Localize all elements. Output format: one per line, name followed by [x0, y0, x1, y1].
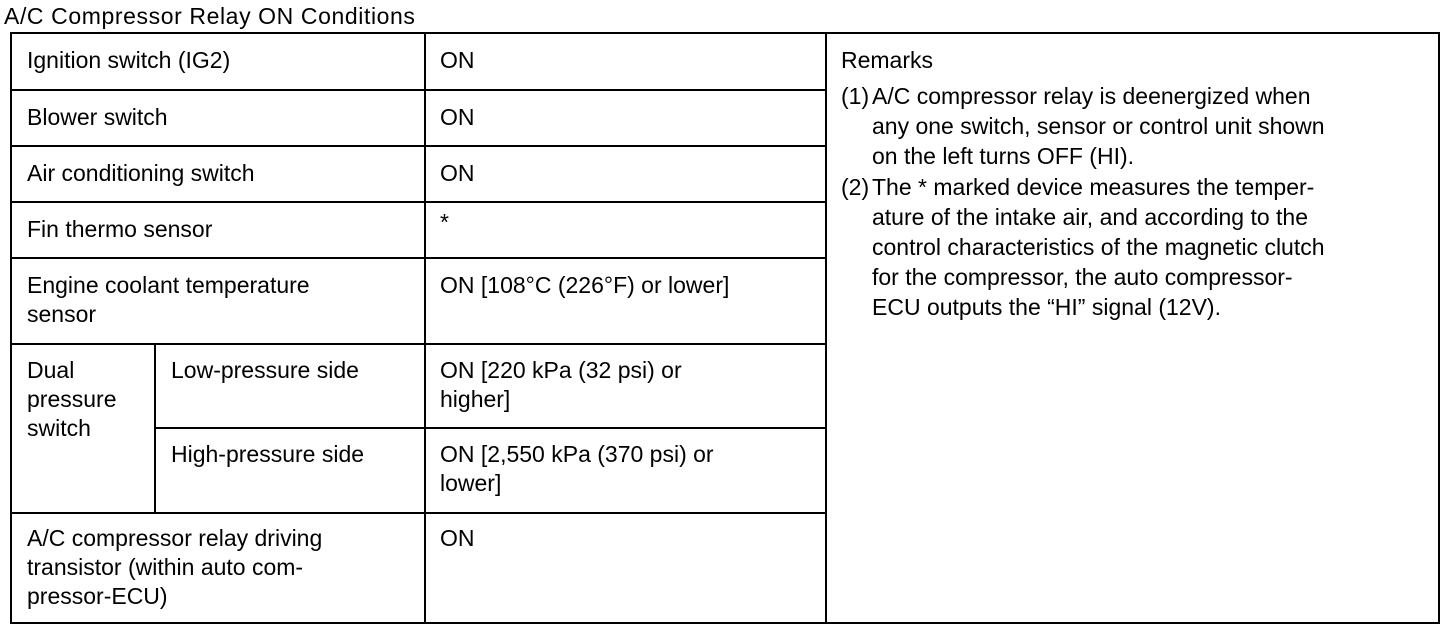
row-divider	[154, 427, 826, 429]
row-divider	[10, 89, 826, 91]
condition-value: ON	[440, 47, 475, 73]
remark-number: (2)	[841, 174, 870, 200]
remark-number: (1)	[841, 83, 870, 109]
condition-item-line: Engine coolant temperature	[27, 272, 310, 298]
dual-label-line: Dual	[27, 357, 75, 383]
remark-line: ature of the intake air, and according to the	[872, 204, 1309, 230]
remark-line: any one switch, sensor or control unit shown	[872, 113, 1325, 139]
row-divider	[10, 201, 826, 203]
remark-line: for the compressor, the auto compressor-	[872, 264, 1293, 290]
condition-value: *	[440, 209, 449, 235]
high-pressure-value-line: ON [2,550 kPa (370 psi) or	[440, 441, 714, 467]
row-divider	[10, 145, 826, 147]
condition-item: Ignition switch (IG2)	[27, 47, 231, 73]
remark-line: ECU outputs the “HI” signal (12V).	[872, 294, 1221, 320]
condition-value: ON	[440, 525, 475, 551]
condition-item-line: A/C compressor relay driving	[27, 525, 323, 551]
condition-item-line: transistor (within auto com-	[27, 554, 304, 580]
condition-item: Fin thermo sensor	[27, 216, 213, 242]
low-pressure-value-line: higher]	[440, 386, 511, 412]
condition-item: Air conditioning switch	[27, 160, 255, 186]
row-divider	[10, 343, 826, 345]
remark-line: The * marked device measures the temper-	[872, 174, 1315, 200]
low-pressure-value-line: ON [220 kPa (32 psi) or	[440, 357, 682, 383]
remark-item	[841, 81, 1421, 171]
remarks-title: Remarks	[841, 47, 934, 73]
condition-item: Blower switch	[27, 104, 168, 130]
condition-value: ON	[440, 104, 475, 130]
remark-line: on the left turns OFF (HI).	[872, 143, 1135, 169]
page-title: A/C Compressor Relay ON Conditions	[4, 3, 416, 29]
divider-table-remarks	[825, 32, 827, 624]
remark-item	[841, 172, 1421, 322]
remark-line: A/C compressor relay is deenergized when	[872, 83, 1311, 109]
remark-line: control characteristics of the magnetic clutch	[872, 234, 1325, 260]
high-pressure-value-line: lower]	[440, 470, 502, 496]
low-pressure-label: Low-pressure side	[171, 357, 359, 383]
row-divider	[10, 512, 826, 514]
divider-item-value	[424, 32, 426, 624]
condition-value: ON [108°C (226°F) or lower]	[440, 272, 730, 298]
condition-item-line: pressor-ECU)	[27, 583, 168, 609]
high-pressure-label: High-pressure side	[171, 441, 365, 467]
condition-value: ON	[440, 160, 475, 186]
dual-label-line: switch	[27, 415, 91, 441]
condition-item-line: sensor	[27, 301, 97, 327]
row-divider	[10, 257, 826, 259]
dual-label-line: pressure	[27, 386, 117, 412]
